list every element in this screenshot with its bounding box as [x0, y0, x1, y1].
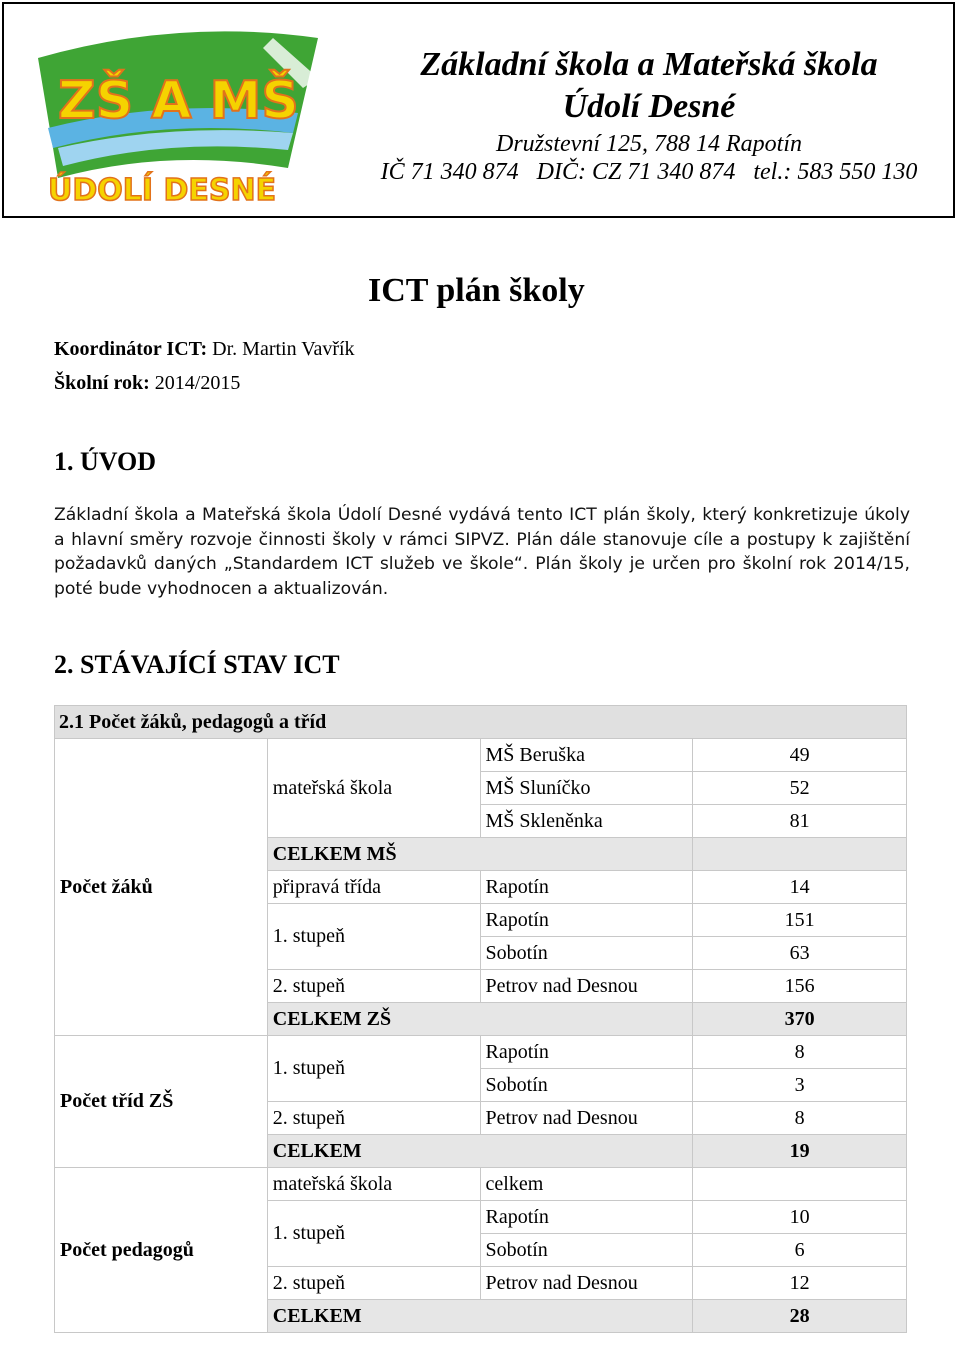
table-caption: 2.1 Počet žáků, pedagogů a tříd	[55, 706, 907, 739]
cell: 2. stupeň	[267, 970, 480, 1003]
cell	[693, 1168, 907, 1201]
cell: Rapotín	[480, 1201, 693, 1234]
cell: CELKEM	[267, 1300, 693, 1333]
cell: 370	[693, 1003, 907, 1036]
coordinator-label: Koordinátor ICT:	[54, 338, 208, 360]
school-name-line1: Základní škola a Mateřská škola	[420, 46, 878, 83]
cell: 8	[693, 1102, 907, 1135]
cell: Petrov nad Desnou	[480, 1267, 693, 1300]
school-year-label: Školní rok:	[54, 372, 150, 394]
table-row	[55, 739, 907, 772]
cell: MŠ Skleněnka	[480, 805, 693, 838]
school-address: Družstevní 125, 788 14 Rapotín	[496, 131, 802, 157]
cell: 19	[693, 1135, 907, 1168]
cell: Rapotín	[480, 904, 693, 937]
cell: 156	[693, 970, 907, 1003]
cell: 81	[693, 805, 907, 838]
school-ids: IČ 71 340 874 DIČ: CZ 71 340 874 tel.: 583 550 130	[380, 159, 918, 185]
cell: 1. stupeň	[267, 904, 480, 970]
cell: Sobotín	[480, 1069, 693, 1102]
cell: Rapotín	[480, 871, 693, 904]
coordinator-line	[54, 338, 355, 361]
cell: 1. stupeň	[267, 1201, 480, 1267]
table-caption-row	[55, 706, 907, 739]
cell: připravá třída	[267, 871, 480, 904]
cell: 2. stupeň	[267, 1102, 480, 1135]
section-2-heading: 2. STÁVAJÍCÍ STAV ICT	[54, 650, 340, 679]
school-year-line	[54, 372, 240, 395]
school-contacts	[344, 130, 954, 186]
school-name-line2: Údolí Desné	[562, 88, 736, 125]
cell: celkem	[480, 1168, 693, 1201]
cell: 3	[693, 1069, 907, 1102]
cell: Petrov nad Desnou	[480, 1102, 693, 1135]
section-1-text: Základní škola a Mateřská škola Údolí Desné vydává tento ICT plán školy, který konkretizuje úkoly a hlavní směry rozvoje činnosti školy v rámci SIPVZ. Plán dále stanovuje cíle a postupy k zajištění požadavků daných „Standardem ICT služeb ve škole“. Plán školy je určen pro školní rok 2014/15, poté bude vyhodnocen a aktualizován.	[54, 505, 910, 599]
table-row	[55, 1036, 907, 1069]
cell: 151	[693, 904, 907, 937]
cell: Petrov nad Desnou	[480, 970, 693, 1003]
cell: MŠ Sluníčko	[480, 772, 693, 805]
letterhead	[2, 2, 955, 218]
group-pupils: Počet žáků	[55, 739, 268, 1036]
cell: CELKEM ZŠ	[267, 1003, 693, 1036]
cell: mateřská škola	[267, 739, 480, 838]
cell: 63	[693, 937, 907, 970]
stats-table	[54, 705, 907, 1333]
cell: 6	[693, 1234, 907, 1267]
cell: mateřská škola	[267, 1168, 480, 1201]
school-name	[344, 44, 954, 128]
group-teachers: Počet pedagogů	[55, 1168, 268, 1333]
group-classes: Počet tříd ZŠ	[55, 1036, 268, 1168]
cell: 12	[693, 1267, 907, 1300]
cell: 14	[693, 871, 907, 904]
cell: 49	[693, 739, 907, 772]
cell: Sobotín	[480, 1234, 693, 1267]
cell: 28	[693, 1300, 907, 1333]
cell: CELKEM	[267, 1135, 693, 1168]
cell: 1. stupeň	[267, 1036, 480, 1102]
school-year-value: 2014/2015	[154, 372, 241, 394]
cell: 2. stupeň	[267, 1267, 480, 1300]
svg-text:ÚDOLÍ DESNÉ: ÚDOLÍ DESNÉ	[48, 173, 277, 208]
svg-text:ZŠ A MŠ: ZŠ A MŠ	[58, 71, 299, 131]
cell: MŠ Beruška	[480, 739, 693, 772]
school-logo	[18, 18, 328, 208]
table-row	[55, 1168, 907, 1201]
cell: CELKEM MŠ	[267, 838, 693, 871]
cell: 52	[693, 772, 907, 805]
cell: Sobotín	[480, 937, 693, 970]
coordinator-value: Dr. Martin Vavřík	[212, 338, 355, 360]
section-1-heading: 1. ÚVOD	[54, 447, 157, 476]
cell: Rapotín	[480, 1036, 693, 1069]
cell	[693, 838, 907, 871]
document-title: ICT plán školy	[368, 272, 585, 309]
cell: 10	[693, 1201, 907, 1234]
cell: 8	[693, 1036, 907, 1069]
